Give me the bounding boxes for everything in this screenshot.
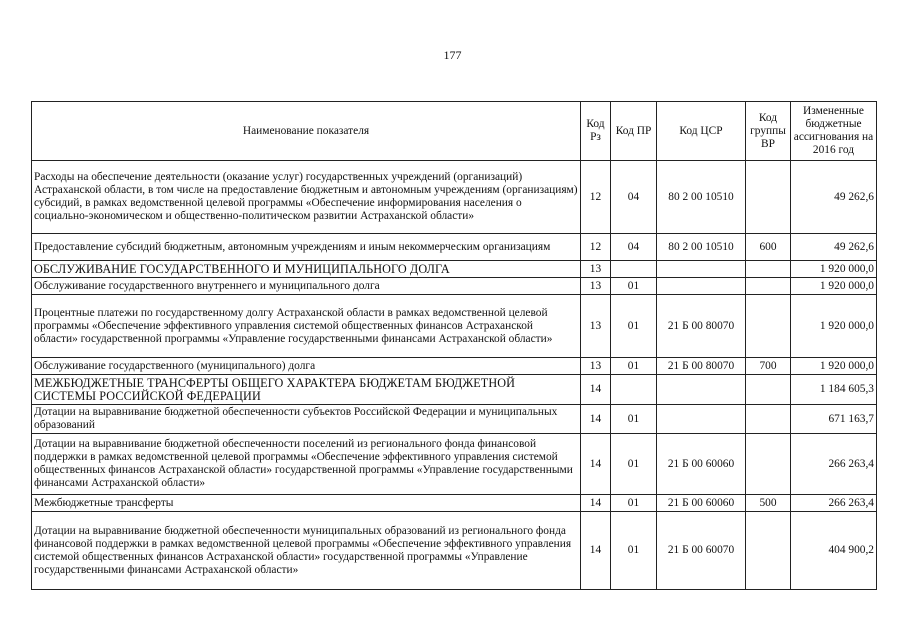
row-code-pr: 04 [611,161,657,234]
row-amount: 49 262,6 [791,234,877,261]
table-row [32,278,877,295]
row-code-pr: 01 [611,512,657,590]
row-name: Обслуживание государственного внутреннего и муниципального долга [32,278,581,295]
header-csr: Код ЦСР [657,102,746,161]
header-amount: Измененные бюджетные ассигнования на 2016 год [791,102,877,161]
table-row [32,358,877,375]
table-row [32,512,877,590]
row-code-vr [746,434,791,495]
header-rz: Код Рз [581,102,611,161]
row-code-pr: 01 [611,434,657,495]
row-code-vr [746,261,791,278]
row-code-rz: 14 [581,375,611,405]
table-row [32,375,877,405]
table-row [32,495,877,512]
row-name: Расходы на обеспечение деятельности (оказание услуг) государственных учреждений (организаций) Астраханской области, в том числе на предоставление бюджетным и автономным учреждениям (организациям) субсидий, в рамках ведомственной целевой программы «Обеспечение информирования населения о социально-экономическом и общественно-политическом развитии Астраханской области» [32,161,581,234]
row-amount: 1 184 605,3 [791,375,877,405]
row-code-pr: 01 [611,495,657,512]
row-code-rz: 14 [581,495,611,512]
row-code-vr [746,161,791,234]
row-code-rz: 12 [581,234,611,261]
row-code-csr [657,261,746,278]
header-pr: Код ПР [611,102,657,161]
table-row [32,405,877,434]
row-code-csr: 21 Б 00 80070 [657,358,746,375]
table-row [32,295,877,358]
row-code-rz: 13 [581,358,611,375]
row-amount: 1 920 000,0 [791,278,877,295]
table-header-row [32,102,877,161]
row-name: Обслуживание государственного (муниципального) долга [32,358,581,375]
row-code-csr: 21 Б 00 60060 [657,434,746,495]
row-name: ОБСЛУЖИВАНИЕ ГОСУДАРСТВЕННОГО И МУНИЦИПАЛЬНОГО ДОЛГА [32,261,581,278]
table-row [32,161,877,234]
header-vr: Код группы ВР [746,102,791,161]
row-code-csr: 80 2 00 10510 [657,234,746,261]
row-amount: 49 262,6 [791,161,877,234]
row-code-pr: 01 [611,358,657,375]
row-code-vr: 600 [746,234,791,261]
row-code-pr: 04 [611,234,657,261]
row-code-rz: 14 [581,434,611,495]
row-code-csr [657,405,746,434]
row-code-vr [746,278,791,295]
row-amount: 1 920 000,0 [791,295,877,358]
row-code-csr [657,278,746,295]
table-body [32,161,877,590]
table-row [32,261,877,278]
budget-table [31,101,877,590]
row-code-rz: 13 [581,295,611,358]
table-row [32,234,877,261]
row-code-pr: 01 [611,278,657,295]
row-name: Предоставление субсидий бюджетным, автономным учреждениям и иным некоммерческим организациям [32,234,581,261]
row-code-csr: 21 Б 00 60070 [657,512,746,590]
row-code-csr: 21 Б 00 60060 [657,495,746,512]
row-code-vr: 500 [746,495,791,512]
row-name: МЕЖБЮДЖЕТНЫЕ ТРАНСФЕРТЫ ОБЩЕГО ХАРАКТЕРА БЮДЖЕТАМ БЮДЖЕТНОЙ СИСТЕМЫ РОССИЙСКОЙ ФЕДЕРАЦИИ [32,375,581,405]
row-name: Межбюджетные трансферты [32,495,581,512]
row-code-vr: 700 [746,358,791,375]
row-amount: 266 263,4 [791,495,877,512]
row-code-csr: 21 Б 00 80070 [657,295,746,358]
row-code-csr [657,375,746,405]
row-amount: 404 900,2 [791,512,877,590]
row-amount: 671 163,7 [791,405,877,434]
row-code-pr [611,261,657,278]
row-code-rz: 13 [581,278,611,295]
row-code-rz: 13 [581,261,611,278]
row-name: Дотации на выравнивание бюджетной обеспеченности муниципальных образований из регионального фонда финансовой поддержки в рамках ведомственной целевой программы «Обеспечение эффективного управления системой общественных финансов Астраханской области» государственной программы «Управление государственными финансами Астраханской области» [32,512,581,590]
row-code-csr: 80 2 00 10510 [657,161,746,234]
row-name: Дотации на выравнивание бюджетной обеспеченности субъектов Российской Федерации и муниципальных образований [32,405,581,434]
row-code-vr [746,512,791,590]
row-name: Дотации на выравнивание бюджетной обеспеченности поселений из регионального фонда финансовой поддержки в рамках ведомственной целевой программы «Обеспечение эффективного управления системой общественных финансов Астраханской области» государственной программы «Управление государственными финансами Астраханской области» [32,434,581,495]
page-number: 177 [443,48,462,62]
row-code-vr [746,295,791,358]
row-code-pr: 01 [611,295,657,358]
row-code-vr [746,375,791,405]
header-name: Наименование показателя [32,102,581,161]
row-amount: 1 920 000,0 [791,358,877,375]
row-code-pr [611,375,657,405]
row-name: Процентные платежи по государственному долгу Астраханской области в рамках ведомственной целевой программы «Обеспечение эффективного управления системой общественных финансов Астраханской области» государственной программы «Управление государственными финансами Астраханской области» [32,295,581,358]
row-code-rz: 14 [581,512,611,590]
row-amount: 266 263,4 [791,434,877,495]
row-code-rz: 12 [581,161,611,234]
row-code-vr [746,405,791,434]
row-amount: 1 920 000,0 [791,261,877,278]
table-row [32,434,877,495]
row-code-rz: 14 [581,405,611,434]
row-code-pr: 01 [611,405,657,434]
